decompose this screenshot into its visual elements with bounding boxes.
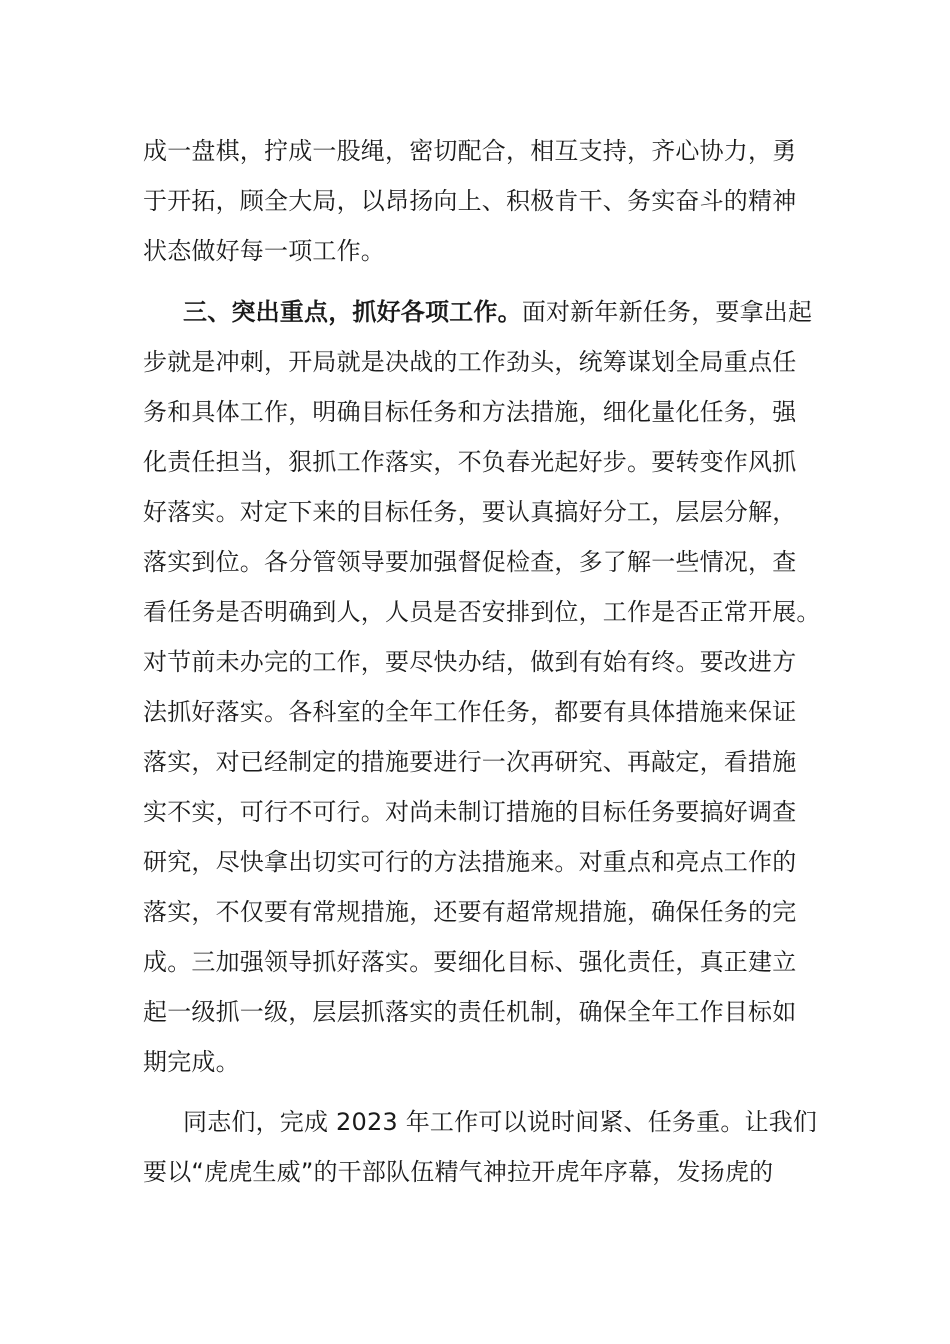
paragraph-line: 落实到位。各分管领导要加强督促检查，多了解一些情况，查 bbox=[143, 548, 797, 576]
paragraph-text: 面对新年新任务，要拿出起 bbox=[521, 298, 813, 326]
paragraph-line: 务和具体工作，明确目标任务和方法措施，细化量化任务，强 bbox=[143, 398, 797, 426]
paragraph-line: 落实，不仅要有常规措施，还要有超常规措施，确保任务的完 bbox=[143, 898, 797, 926]
paragraph-line: 同志们，完成 2023 年工作可以说时间紧、任务重。让我们 bbox=[183, 1108, 818, 1136]
paragraph-line: 好落实。对定下来的目标任务，要认真搞好分工，层层分解， bbox=[143, 498, 797, 526]
paragraph-3 bbox=[143, 1097, 833, 1197]
paragraph-line: 期完成。 bbox=[143, 1048, 240, 1076]
paragraph-line: 落实，对已经制定的措施要进行一次再研究、再敲定，看措施 bbox=[143, 748, 797, 776]
paragraph-line: 于开拓，顾全大局，以昂扬向上、积极肯干、务实奋斗的精神 bbox=[143, 187, 797, 215]
paragraph-line: 成。三加强领导抓好落实。要细化目标、强化责任，真正建立 bbox=[143, 948, 797, 976]
paragraph-2 bbox=[143, 287, 833, 1087]
paragraph-line: 化责任担当，狠抓工作落实，不负春光起好步。要转变作风抓 bbox=[143, 448, 797, 476]
paragraph-line: 看任务是否明确到人，人员是否安排到位，工作是否正常开展。 bbox=[143, 598, 821, 626]
paragraph-first-line bbox=[143, 287, 833, 337]
paragraph-1 bbox=[143, 126, 833, 276]
paragraph-line: 对节前未办完的工作，要尽快办结，做到有始有终。要改进方 bbox=[143, 648, 797, 676]
paragraph-line: 成一盘棋，拧成一股绳，密切配合，相互支持，齐心协力，勇 bbox=[143, 137, 797, 165]
paragraph-line: 法抓好落实。各科室的全年工作任务，都要有具体措施来保证 bbox=[143, 698, 797, 726]
paragraph-line: 状态做好每一项工作。 bbox=[143, 237, 385, 265]
paragraph-line: 起一级抓一级，层层抓落实的责任机制，确保全年工作目标如 bbox=[143, 998, 797, 1026]
section-heading: 三、突出重点，抓好各项工作。 bbox=[183, 298, 522, 326]
paragraph-line: 研究，尽快拿出切实可行的方法措施来。对重点和亮点工作的 bbox=[143, 848, 797, 876]
paragraph-line: 实不实，可行不可行。对尚未制订措施的目标任务要搞好调查 bbox=[143, 798, 797, 826]
paragraph-line: 步就是冲刺，开局就是决战的工作劲头，统筹谋划全局重点任 bbox=[143, 348, 797, 376]
paragraph-line: 要以“虎虎生威”的干部队伍精气神拉开虎年序幕，发扬虎的 bbox=[143, 1158, 774, 1186]
